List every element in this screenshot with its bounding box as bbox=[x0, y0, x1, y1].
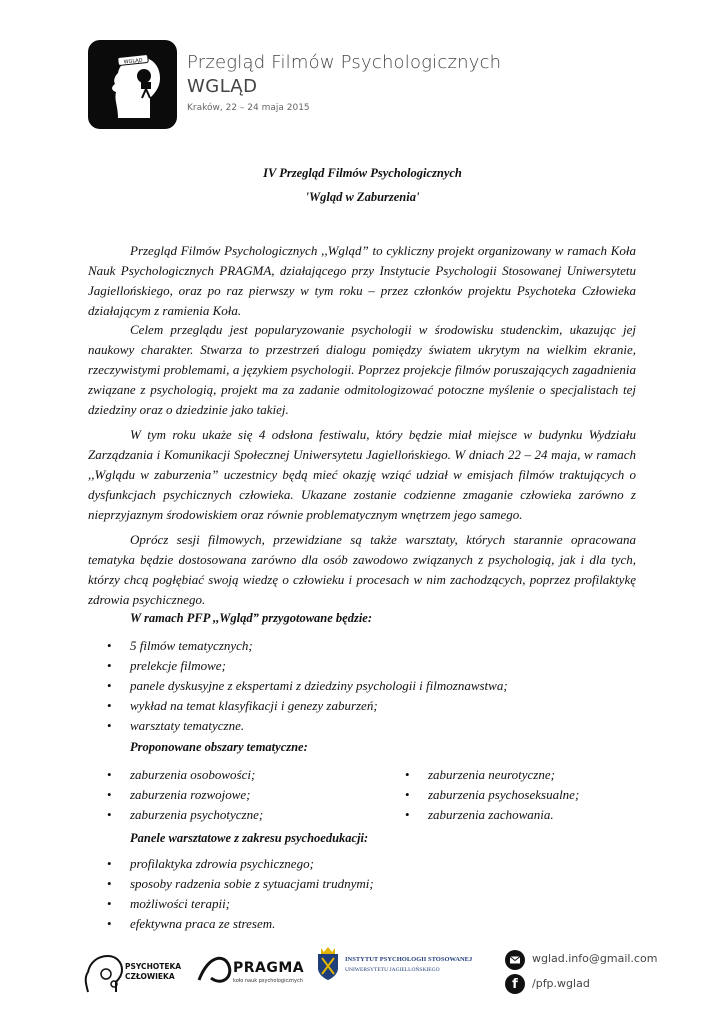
list-item: • możliwości terapii; bbox=[107, 894, 374, 914]
list-item: • zaburzenia neurotyczne; bbox=[405, 765, 579, 785]
list-item: • panele dyskusyjne z ekspertami z dziedziny psychologii i filmoznawstwa; bbox=[107, 676, 508, 696]
pragma-name: PRAGMA bbox=[233, 960, 305, 976]
envelope-icon bbox=[505, 950, 525, 970]
bullet: • bbox=[107, 787, 112, 802]
university-name: UNIWERSYTETU JAGIELLOŃSKIEGO bbox=[345, 967, 440, 973]
document-title: IV Przegląd Filmów Psychologicznych bbox=[263, 166, 462, 180]
topics-list-right bbox=[405, 765, 579, 825]
header-date: Kraków, 22 – 24 maja 2015 bbox=[187, 103, 310, 113]
contact-email[interactable]: wglad.info@gmail.com bbox=[532, 952, 658, 965]
logo-badge-text: WGLĄD bbox=[123, 57, 143, 66]
facebook-link[interactable]: /pfp.wglad bbox=[532, 977, 590, 990]
topics-list-left bbox=[107, 765, 263, 825]
list-item: • zaburzenia psychotyczne; bbox=[107, 805, 263, 825]
university-crest-icon bbox=[316, 946, 340, 982]
head-camera-icon bbox=[88, 40, 177, 129]
panels-list bbox=[107, 854, 374, 934]
bullet: • bbox=[405, 767, 410, 782]
paragraph-goal: Celem przeglądu jest popularyzowanie psychologii w środowisku studenckim, ukazując jej naukowy charakter. Stwarza to przestrzeń dialogu pomiędzy światem ukrytym na wielkim ekranie, rzeczywistymi problemami, a językiem psychologii. Poprzez projekcje filmów poruszających zagadnienia związane z psychologią, projekt ma za zadanie odmitologizować potoczne myślenie o specjalistach tej dziedziny oraz o dziedzinie jako takiej. bbox=[88, 322, 636, 417]
bullet: • bbox=[107, 718, 112, 733]
institute-name: INSTYTUT PSYCHOLOGII STOSOWANEJ bbox=[345, 956, 473, 963]
bullet: • bbox=[107, 876, 112, 891]
header-subtitle: WGLĄD bbox=[187, 76, 258, 97]
list-item: • prelekcje filmowe; bbox=[107, 656, 508, 676]
bullet: • bbox=[405, 807, 410, 822]
list-item: • warsztaty tematyczne. bbox=[107, 716, 508, 736]
list-item: • 5 filmów tematycznych; bbox=[107, 636, 508, 656]
list-item: • zaburzenia psychoseksualne; bbox=[405, 785, 579, 805]
facebook-icon: f bbox=[505, 974, 525, 994]
bullet: • bbox=[107, 658, 112, 673]
bullet: • bbox=[107, 856, 112, 871]
section-heading-panels: Panele warsztatowe z zakresu psychoedukacji: bbox=[130, 831, 369, 845]
bullet: • bbox=[107, 807, 112, 822]
list-item: • zaburzenia zachowania. bbox=[405, 805, 579, 825]
list-item: • zaburzenia rozwojowe; bbox=[107, 785, 263, 805]
section-heading-program: W ramach PFP ,,Wgląd” przygotowane będzie: bbox=[130, 611, 373, 625]
document-subtitle: 'Wgląd w Zaburzenia' bbox=[305, 190, 420, 204]
list-item: • wykład na temat klasyfikacji i genezy zaburzeń; bbox=[107, 696, 508, 716]
footer bbox=[0, 940, 725, 1024]
psychoteka-name: PSYCHOTEKA CZŁOWIEKA bbox=[125, 962, 182, 981]
list-item: • efektywna praca ze stresem. bbox=[107, 914, 374, 934]
paragraph-edition: W tym roku ukaże się 4 odsłona festiwalu, który będzie miał miejsce w budynku Wydziału Zarządzania i Komunikacji Społecznej Uniwersytetu Jagiellońskiego. W dniach 22 – 24 maja, w ramach ,,Wglądu w zaburzenia” uczestnicy będą mieć okazję wziąć udział w emisjach filmów traktujących o dysfunkcjach psychicznych człowieka. Ukazane zostanie codzienne zmaganie człowieka zarówno z nieprzyjaznym środowiskiem oraz równie problematycznym wnętrzem jego samego. bbox=[88, 427, 636, 522]
festival-logo bbox=[88, 40, 177, 129]
header-title: Przegląd Filmów Psychologicznych bbox=[187, 52, 502, 73]
bullet: • bbox=[107, 896, 112, 911]
bullet: • bbox=[405, 787, 410, 802]
paragraph-intro: Przegląd Filmów Psychologicznych ,,Wgląd” to cykliczny projekt organizowany w ramach Koła Nauk Psychologicznych PRAGMA, działającego przy Instytucie Psychologii Stosowanej Uniwersytetu Jagiellońskiego, oraz po raz pierwszy w tym roku – przez członków projektu Psychoteka Człowieka działającym z ramienia Koła. bbox=[88, 243, 636, 318]
list-item: • zaburzenia osobowości; bbox=[107, 765, 263, 785]
list-item: • sposoby radzenia sobie z sytuacjami trudnymi; bbox=[107, 874, 374, 894]
bullet: • bbox=[107, 916, 112, 931]
bullet: • bbox=[107, 767, 112, 782]
bullet: • bbox=[107, 638, 112, 653]
section-heading-topics: Proponowane obszary tematyczne: bbox=[130, 740, 308, 754]
pragma-subtitle: koło nauk psychologicznych bbox=[233, 978, 303, 984]
list-item: • profilaktyka zdrowia psychicznego; bbox=[107, 854, 374, 874]
bullet: • bbox=[107, 678, 112, 693]
paragraph-workshops: Oprócz sesji filmowych, przewidziane są także warsztaty, których starannie opracowana tematyka będzie dostosowana zarówno dla osób zawodowo związanych z psychologią, jak i dla tych, którzy chcą pogłębiać swoją wiedzę o człowieku i procesach w nim zachodzących, poprzez profilaktykę zdrowia psychicznego. bbox=[88, 532, 636, 607]
program-list bbox=[107, 636, 508, 736]
bullet: • bbox=[107, 698, 112, 713]
